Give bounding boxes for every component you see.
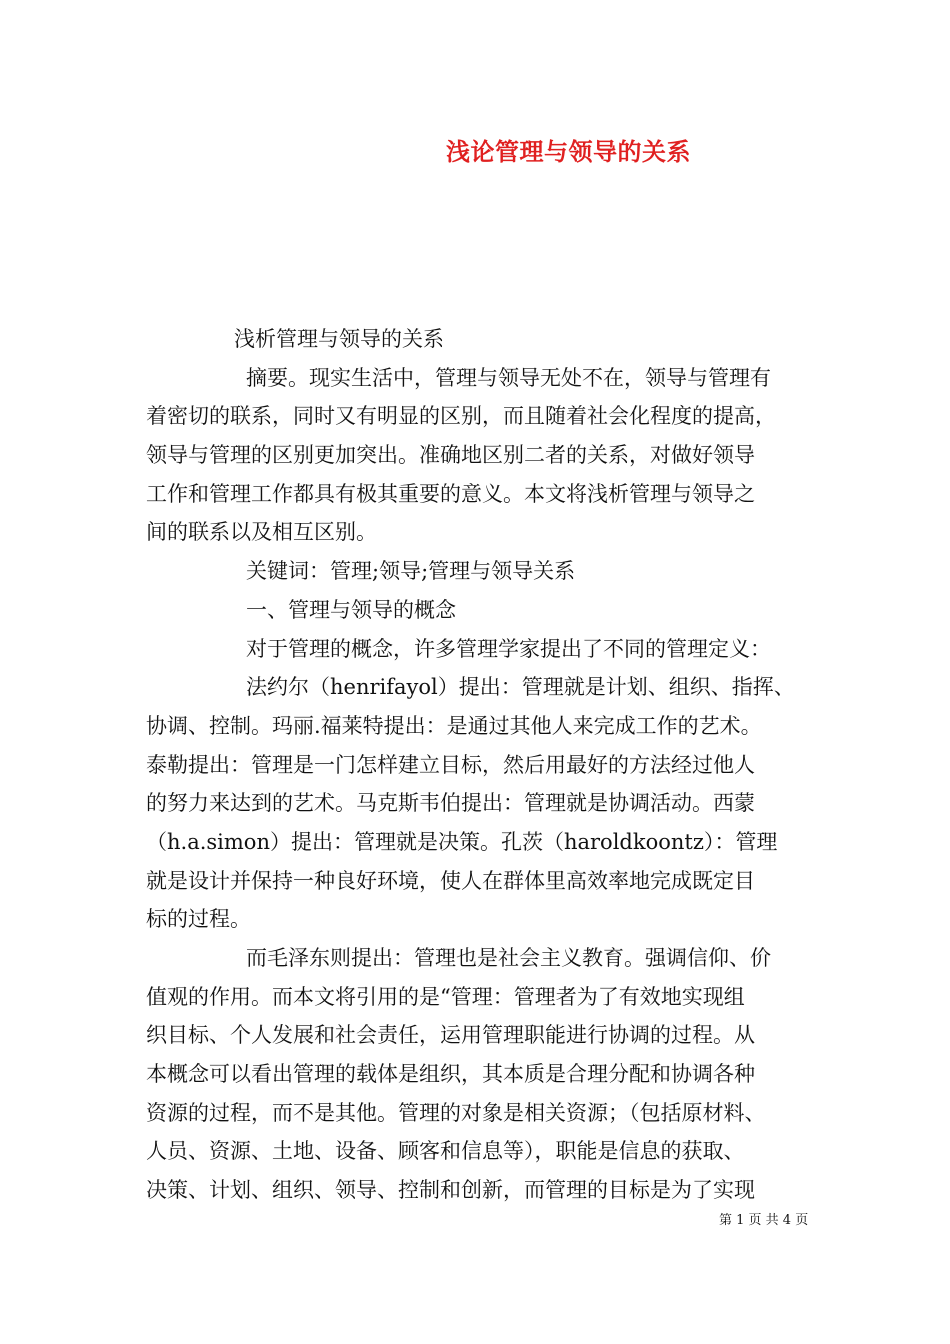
- section-heading: 一、管理与领导的概念: [246, 597, 456, 622]
- paragraph-line: 工作和管理工作都具有极其重要的意义。本文将浅析管理与领导之: [146, 481, 755, 506]
- paragraph-line: 摘要。现实生活中，管理与领导无处不在，领导与管理有: [246, 365, 771, 390]
- paragraph-line: 本概念可以看出管理的载体是组织，其本质是合理分配和协调各种: [146, 1062, 755, 1087]
- paragraph-line: 资源的过程，而不是其他。管理的对象是相关资源；（包括原材料、: [146, 1100, 766, 1125]
- paragraph-line: 泰勒提出：管理是一门怎样建立目标，然后用最好的方法经过他人: [146, 752, 755, 777]
- paragraph-line: 间的联系以及相互区别。: [146, 520, 377, 545]
- keywords-line: 关键词：管理;领导;管理与领导关系: [246, 559, 576, 584]
- paragraph-line: 而毛泽东则提出：管理也是社会主义教育。强调信仰、价: [246, 946, 771, 970]
- paragraph-line: 对于管理的概念，许多管理学家提出了不同的管理定义：: [246, 636, 771, 661]
- paragraph-line: 的努力来达到的艺术。马克斯韦伯提出：管理就是协调活动。西蒙: [146, 791, 755, 816]
- paragraph-line: 标的过程。: [146, 907, 251, 932]
- paragraph-line: 领导与管理的区别更加突出。准确地区别二者的关系，对做好领导: [146, 443, 755, 468]
- paragraph-line: 就是设计并保持一种良好环境，使人在群体里高效率地完成既定目: [146, 868, 755, 893]
- paragraph-line: 人员、资源、土地、设备、顾客和信息等），职能是信息的获取、: [146, 1139, 745, 1164]
- subtitle-line: 浅析管理与领导的关系: [234, 327, 444, 351]
- paragraph-line: 协调、控制。玛丽.福莱特提出：是通过其他人来完成工作的艺术。: [146, 713, 762, 738]
- page-number-footer: 第 1 页 共 4 页: [719, 1213, 809, 1228]
- paragraph-line: 着密切的联系，同时又有明显的区别，而且随着社会化程度的提高，: [146, 404, 776, 429]
- document-title: 浅论管理与领导的关系: [446, 137, 691, 166]
- paragraph-line: 值观的作用。而本文将引用的是“管理：管理者为了有效地实现组: [146, 984, 745, 1009]
- document-body: [146, 320, 808, 1210]
- paragraph-line: 法约尔（henrifayol）提出：管理就是计划、组织、指挥、: [246, 675, 795, 700]
- paragraph-line: 决策、计划、组织、领导、控制和创新，而管理的目标是为了实现: [146, 1178, 755, 1203]
- paragraph-line: 织目标、个人发展和社会责任，运用管理职能进行协调的过程。从: [146, 1023, 755, 1048]
- paragraph-line: （h.a.simon）提出：管理就是决策。孔茨（haroldkoontz）：管理: [146, 829, 778, 854]
